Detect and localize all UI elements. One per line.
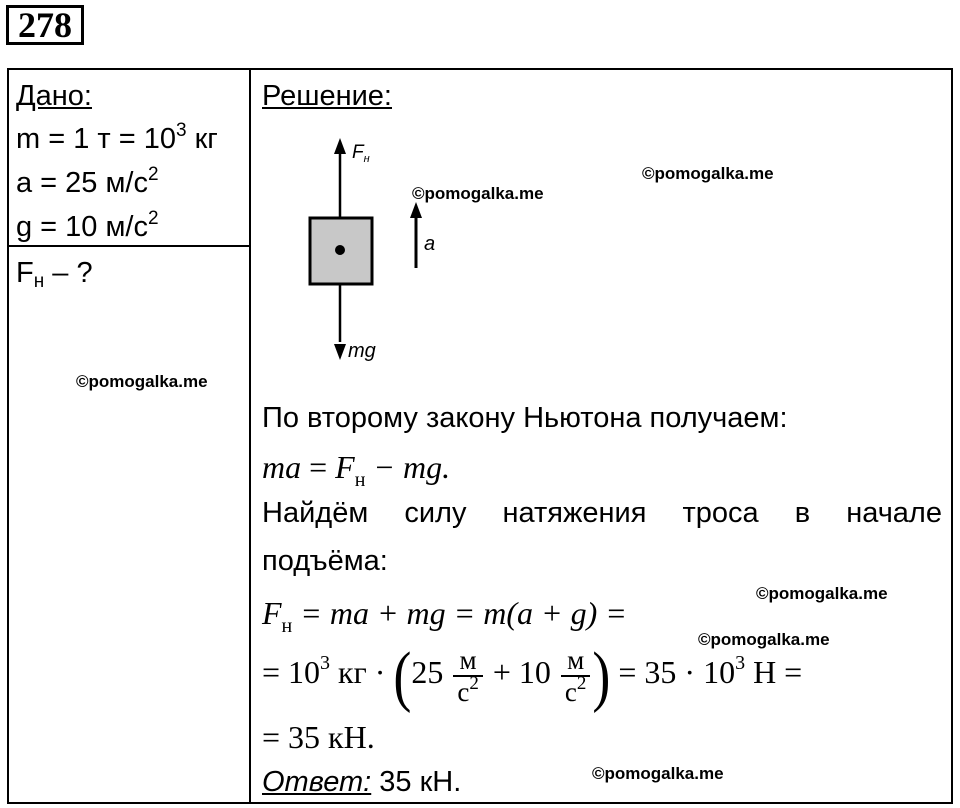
center-of-mass-dot (335, 245, 345, 255)
fraction-m-per-s2: $\frac{м}{с^2}$ (453, 645, 482, 707)
watermark: ©pomogalka.me (592, 764, 724, 783)
newton-law-text: По второму закону Ньютона получаем: (262, 402, 788, 434)
given-header: Дано: (16, 80, 92, 112)
equation-newton: ma = $F_н$ − mg. (262, 449, 451, 491)
answer-line: Ответ: 35 кН. (262, 766, 462, 798)
equation-tension: $F_н$ = ma + mg = m(a + g) = (262, 595, 627, 637)
solution-header: Решение: (262, 80, 392, 112)
acceleration-label: a (424, 233, 436, 255)
force-diagram (296, 130, 456, 370)
watermark: ©pomogalka.me (76, 372, 208, 391)
force-up-arrowhead (334, 138, 346, 154)
force-down-label: mg (348, 340, 376, 362)
force-down-arrowhead (334, 344, 346, 360)
column-divider (249, 68, 251, 804)
given-find-divider (7, 245, 251, 247)
fraction-m-per-s2-second: $\frac{м}{с^2}$ (561, 645, 590, 707)
force-up-label: $F_н$ (352, 142, 370, 165)
find-quantity: Fн – ? (16, 257, 93, 292)
watermark: ©pomogalka.me (756, 584, 888, 603)
given-gravity: g = 10 $м/с^2$ (16, 208, 159, 243)
problem-number: 278 (6, 5, 84, 45)
watermark: ©pomogalka.me (642, 164, 774, 183)
equation-result: = 35 кН. (262, 719, 375, 755)
watermark: ©pomogalka.me (412, 184, 544, 203)
acceleration-arrowhead (410, 202, 422, 218)
given-acceleration: a = 25 $м/с^2$ (16, 164, 159, 199)
given-mass: m = 1 $т = 10^3$ кг (16, 120, 218, 155)
watermark: ©pomogalka.me (698, 630, 830, 649)
tension-text-line1: Найдём силу натяжения троса в начале (262, 497, 942, 529)
equation-numeric: = $10^3$ кг · (25 $\frac{м}{с^2}$ + 10 $\frac{м}{с^2}$ ) = $35 \cdot 10^3$ Н = (262, 638, 803, 714)
tension-text-line2: подъёма: (262, 545, 388, 577)
